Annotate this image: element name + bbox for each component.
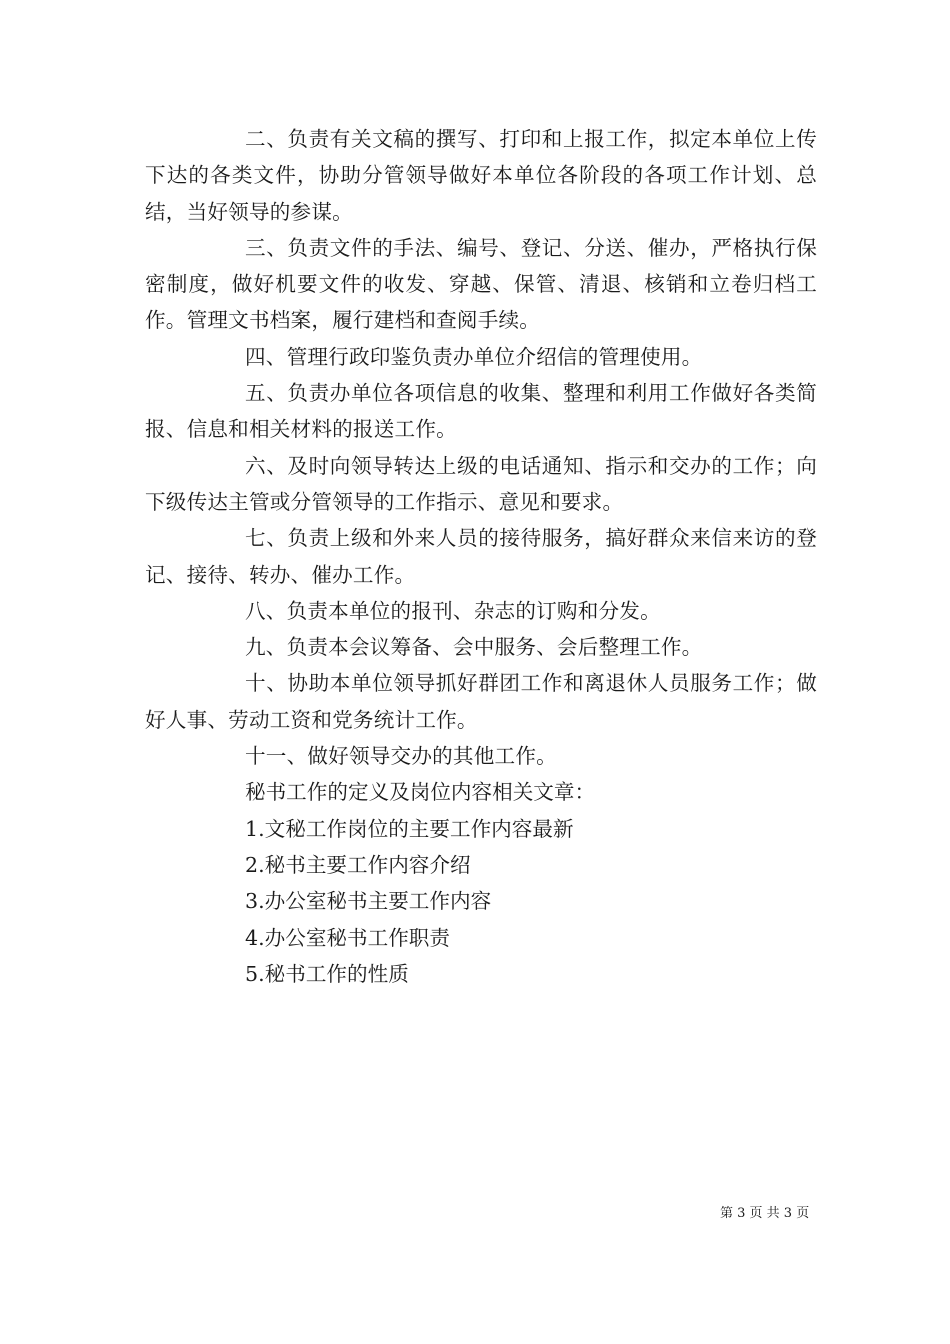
page-number-footer: 第 3 页 共 3 页	[720, 1206, 810, 1221]
related-article-link-2[interactable]: 2.秘书主要工作内容介绍	[245, 852, 471, 877]
related-articles-heading: 秘书工作的定义及岗位内容相关文章：	[245, 780, 596, 805]
paragraph-8: 八、负责本单位的报刊、杂志的订购和分发。	[245, 598, 661, 623]
paragraph-6: 六、及时向领导转达上级的电话通知、指示和交办的工作；向下级传达主管或分管领导的工作指示、意见和要求。	[145, 453, 817, 514]
paragraph-10: 十、协助本单位领导抓好群团工作和离退休人员服务工作；做好人事、劳动工资和党务统计工作。	[145, 671, 817, 732]
related-article-link-3[interactable]: 3.办公室秘书主要工作内容	[245, 889, 492, 914]
paragraph-4: 四、管理行政印鉴负责办单位介绍信的管理使用。	[245, 344, 703, 369]
document-body	[145, 121, 817, 992]
related-article-link-1[interactable]: 1.文秘工作岗位的主要工作内容最新	[245, 816, 574, 841]
paragraph-5: 五、负责办单位各项信息的收集、整理和利用工作做好各类简报、信息和相关材料的报送工作。	[145, 381, 817, 442]
related-article-link-5[interactable]: 5.秘书工作的性质	[245, 961, 409, 986]
paragraph-2: 二、负责有关文稿的撰写、打印和上报工作，拟定本单位上传下达的各类文件，协助分管领导做好本单位各阶段的各项工作计划、总结，当好领导的参谋。	[145, 127, 817, 224]
paragraph-3: 三、负责文件的手法、编号、登记、分送、催办，严格执行保密制度，做好机要文件的收发、穿越、保管、清退、核销和立卷归档工作。管理文书档案，履行建档和查阅手续。	[145, 235, 817, 333]
paragraph-11: 十一、做好领导交办的其他工作。	[245, 744, 557, 769]
paragraph-9: 九、负责本会议筹备、会中服务、会后整理工作。	[245, 635, 703, 660]
paragraph-7: 七、负责上级和外来人员的接待服务，搞好群众来信来访的登记、接待、转办、催办工作。	[145, 526, 817, 587]
related-article-link-4[interactable]: 4.办公室秘书工作职责	[245, 925, 450, 950]
